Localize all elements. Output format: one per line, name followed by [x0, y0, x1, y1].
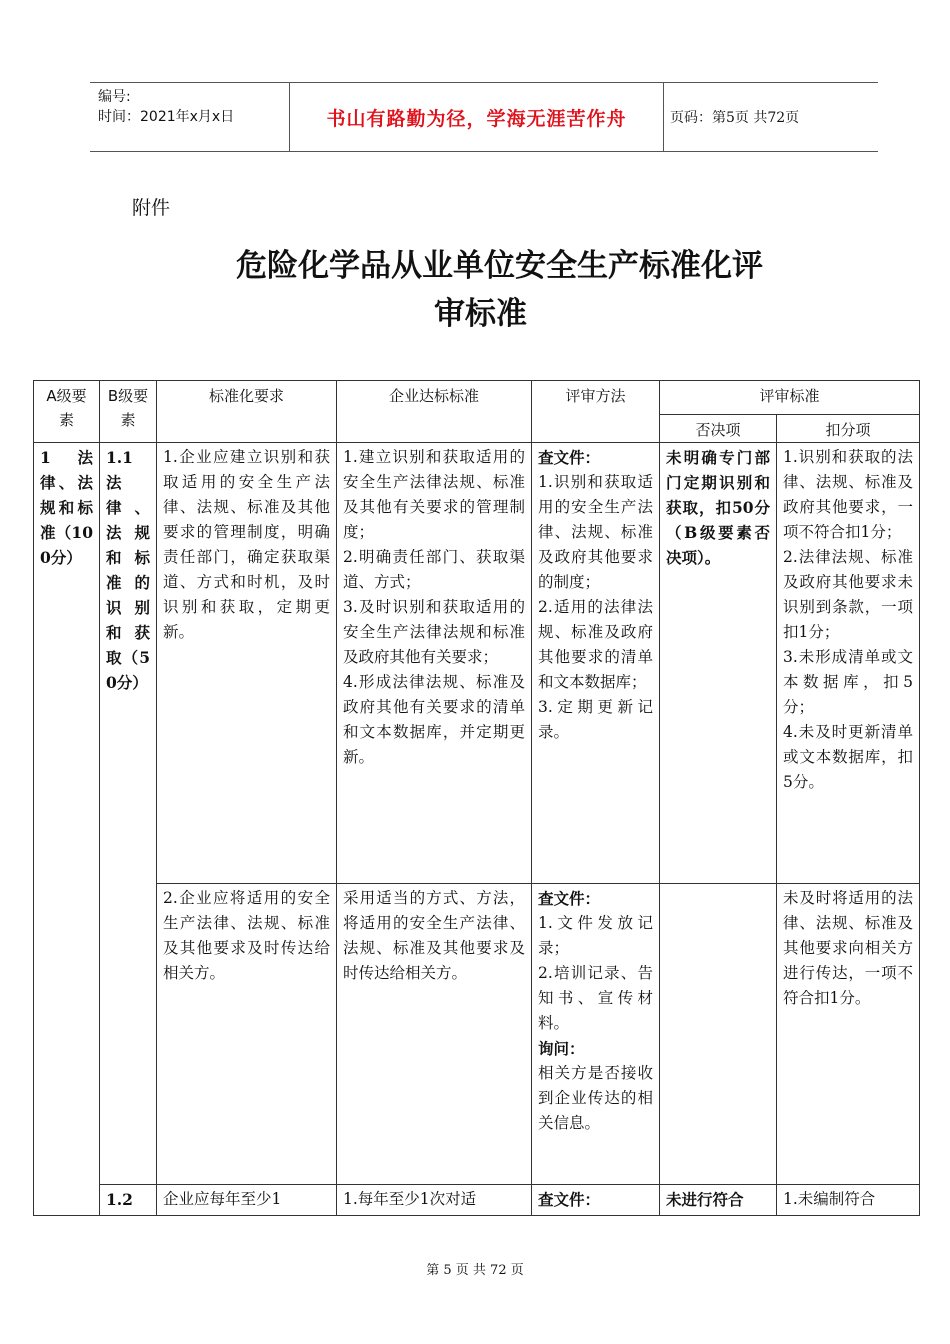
header-veto: 否决项 — [660, 415, 777, 443]
requirement-cell: 2.企业应将适用的安全生产法律、法规、标准及其他要求及时传达给相关方。 — [157, 884, 337, 1185]
page-header — [90, 82, 878, 152]
veto-cell: 未进行符合 — [660, 1185, 777, 1216]
header-requirement: 标准化要求 — [157, 381, 337, 443]
a-element-cell: 1 法律、法规和标准（100分） — [34, 443, 100, 1216]
method-item: 1.识别和获取适用的安全生产法律、法规、标准及政府其他要求的制度； — [538, 473, 653, 591]
requirement-cell: 1.企业应建立识别和获取适用的安全生产法律、法规、标准及其他要求的管理制度，明确责任部门，确定获取渠道、方式和时机，及时识别和获取，定期更新。 — [157, 443, 337, 884]
method-title: 查文件： — [538, 889, 601, 908]
compliance-item: 1.建立识别和获取适用的安全生产法律法规、标准及其他有关要求的管理制度； — [343, 448, 525, 541]
table-row — [34, 884, 920, 1185]
document-title-line1: 危险化学品从业单位安全生产标准化评 — [236, 248, 763, 284]
page-footer: 第 5 页 共 72 页 — [426, 1263, 524, 1278]
method-cell — [532, 443, 660, 884]
header-criteria: 评审标准 — [660, 381, 920, 415]
veto-cell — [660, 884, 777, 1185]
motto: 书山有路勤为径，学海无涯苦作舟 — [289, 83, 664, 151]
deduction-item: 1.识别和获取的法律、法规、标准及政府其他要求，一项不符合扣1分； — [783, 448, 914, 541]
compliance-cell — [337, 443, 532, 884]
page-info: 页码：第5页 共72页 — [670, 110, 800, 126]
b-element-cell: 1.1 法律、法规和标准的识别和获取（50分） — [100, 443, 157, 1185]
compliance-cell: 采用适当的方式、方法，将适用的安全生产法律、法规、标准及其他要求及时传达给相关方。 — [337, 884, 532, 1185]
standards-table — [33, 380, 920, 1216]
table-row — [34, 443, 920, 884]
header-method: 评审方法 — [532, 381, 660, 443]
deduction-item: 2.法律法规、标准及政府其他要求未识别到条款，一项扣1分； — [783, 548, 914, 641]
deduction-cell: 未及时将适用的法律、法规、标准及其他要求向相关方进行传达，一项不符合扣1分。 — [777, 884, 920, 1185]
header-compliance: 企业达标标准 — [337, 381, 532, 443]
method-cell — [532, 884, 660, 1185]
time-label: 时间：2021年x月x日 — [98, 109, 235, 125]
deduction-item: 4.未及时更新清单或文本数据库，扣5分。 — [783, 723, 914, 791]
deduction-cell — [777, 443, 920, 884]
deduction-cell: 1.未编制符合 — [777, 1185, 920, 1216]
table-header-row — [34, 381, 920, 415]
method-cell: 查文件： — [532, 1185, 660, 1216]
method-title: 询问： — [538, 1039, 585, 1058]
header-a-element: A级要素 — [34, 381, 100, 443]
header-meta — [98, 87, 288, 127]
b-element-cell: 1.2 — [100, 1185, 157, 1216]
compliance-item: 2.明确责任部门、获取渠道、方式； — [343, 548, 525, 591]
header-b-element: B级要素 — [100, 381, 157, 443]
method-item: 1.文件发放记录； — [538, 914, 653, 957]
header-deduction: 扣分项 — [777, 415, 920, 443]
number-label: 编号: — [98, 89, 131, 105]
veto-cell: 未明确专门部门定期识别和获取，扣50分（B级要素否决项）。 — [660, 443, 777, 884]
compliance-item: 3.及时识别和获取适用的安全生产法律法规和标准及政府其他有关要求； — [343, 598, 525, 666]
method-item: 相关方是否接收到企业传达的相关信息。 — [538, 1064, 653, 1132]
document-title-line2: 审标准 — [434, 296, 527, 332]
table-row — [34, 1185, 920, 1216]
method-item: 2.适用的法律法规、标准及政府其他要求的清单和文本数据库； — [538, 598, 653, 691]
compliance-cell: 1.每年至少1次对适 — [337, 1185, 532, 1216]
requirement-cell: 企业应每年至少1 — [157, 1185, 337, 1216]
method-item: 3.定期更新记录。 — [538, 698, 653, 741]
compliance-item: 4.形成法律法规、标准及政府其他有关要求的清单和文本数据库，并定期更新。 — [343, 673, 525, 766]
method-title: 查文件： — [538, 448, 601, 467]
deduction-item: 3.未形成清单或文本数据库，扣5分； — [783, 648, 914, 716]
method-item: 2.培训记录、告知书、宣传材料。 — [538, 964, 653, 1032]
attachment-label: 附件 — [132, 197, 171, 219]
